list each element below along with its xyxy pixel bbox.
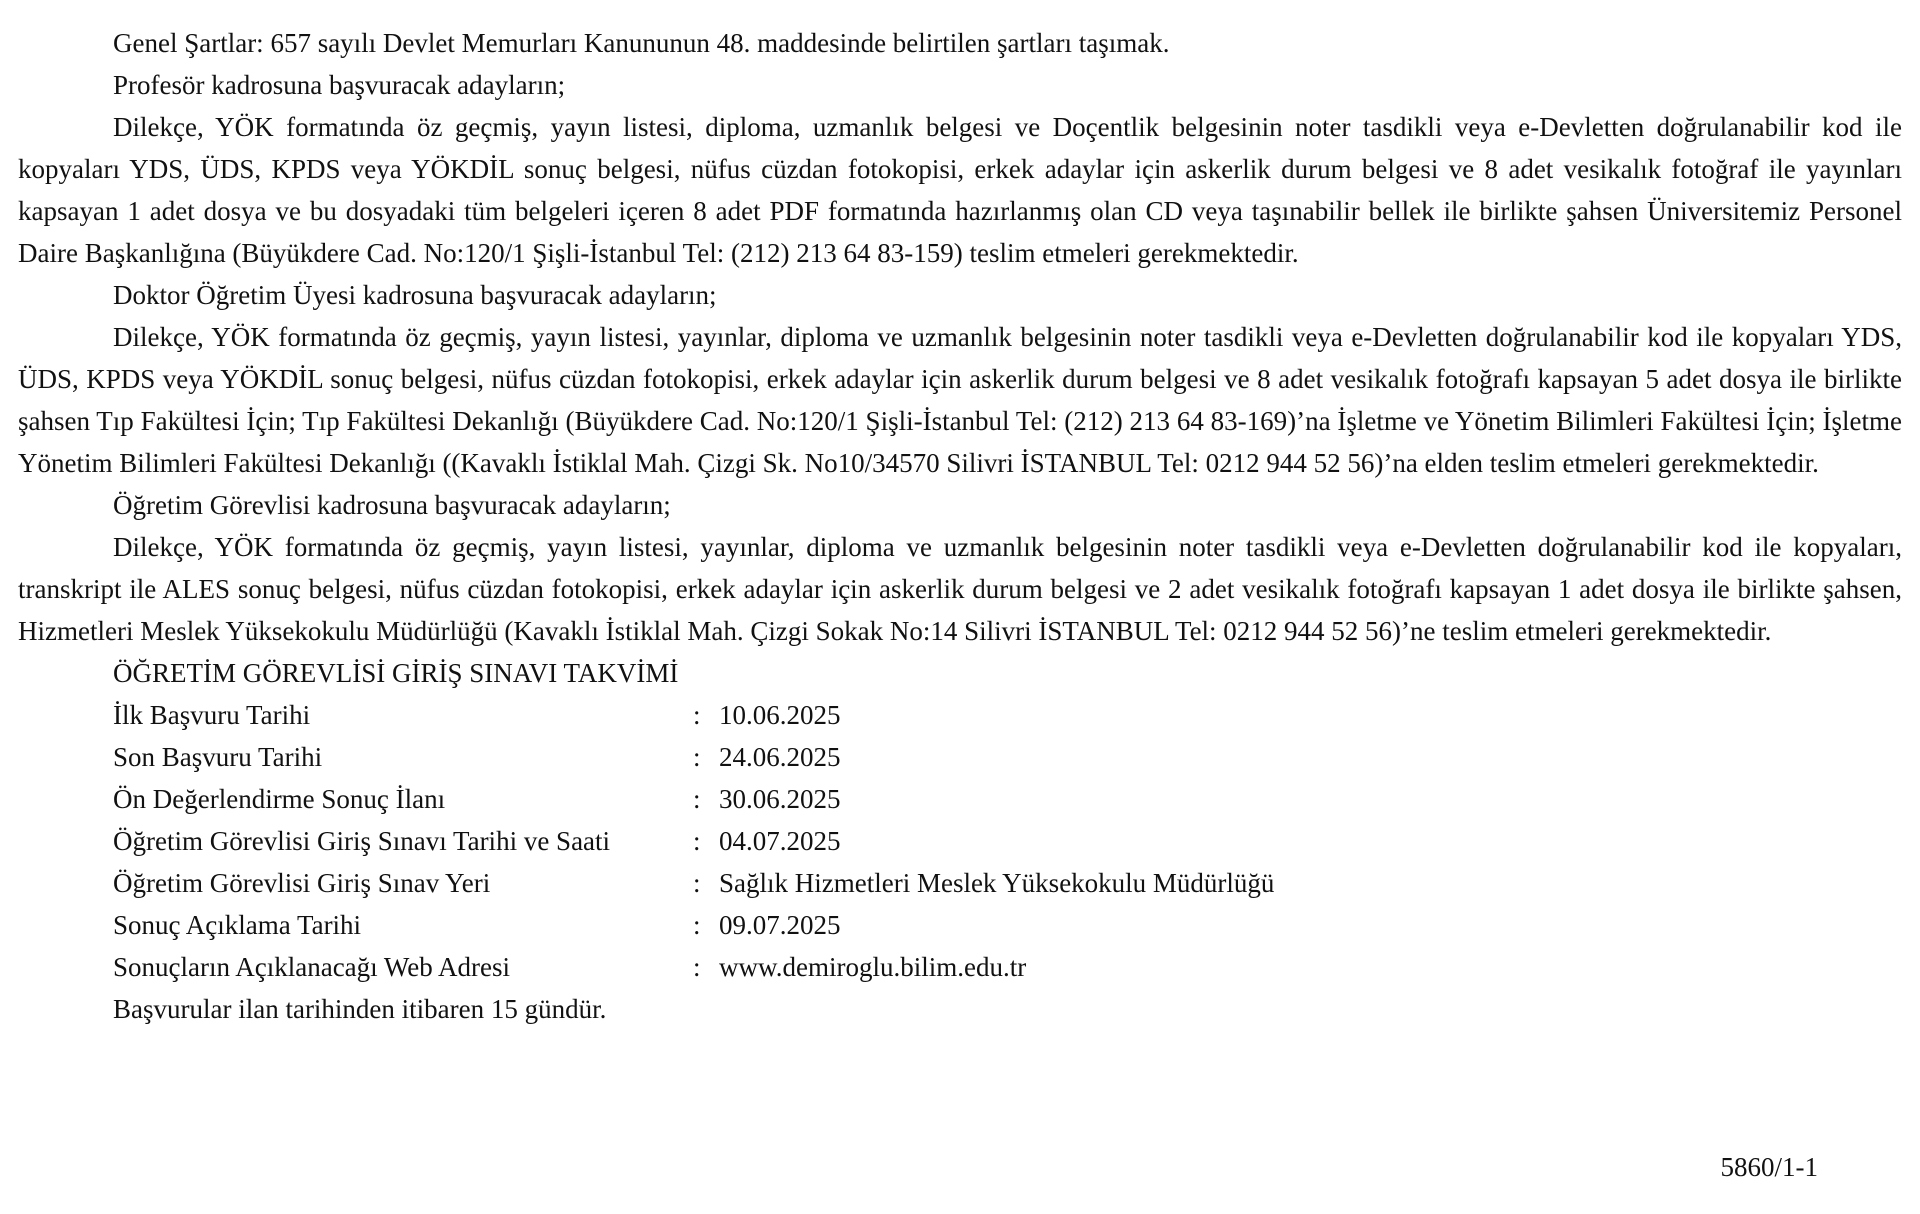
schedule-row (113, 694, 1902, 736)
lecturer-heading: Öğretim Görevlisi kadrosuna başvuracak adayların; (113, 490, 671, 520)
schedule-label: Son Başvuru Tarihi (113, 742, 323, 772)
schedule-label: Ön Değerlendirme Sonuç İlanı (113, 784, 446, 814)
schedule-row (113, 778, 1902, 820)
schedule-value: 30.06.2025 (719, 784, 841, 814)
lecturer-requirements: Dilekçe, YÖK formatında öz geçmiş, yayın listesi, yayınlar, diploma ve uzmanlık belgesinin noter tasdikli veya e-Devletten doğrulanabilir kod ile kopyaları, transkript ile ALES sonuç belgesi, nüfus cüzdan fotokopisi, erkek adaylar için askerlik durum belgesi ve 2 adet vesikalık fotoğrafı kapsayan 1 adet dosya ile birlikte şahsen, Hizmetleri Meslek Yüksekokulu Müdürlüğü (Kavaklı İstiklal Mah. Çizgi Sokak No:14 Silivri İSTANBUL Tel: 0212 944 52 56)’ne teslim etmeleri gerekmektedir. (18, 532, 1902, 646)
closing-note: Başvurular ilan tarihinden itibaren 15 gündür. (113, 994, 607, 1024)
schedule-colon: : (693, 952, 701, 982)
schedule-label: Öğretim Görevlisi Giriş Sınavı Tarihi ve Saati (113, 826, 611, 856)
schedule-label: Öğretim Görevlisi Giriş Sınav Yeri (113, 868, 491, 898)
schedule-row (113, 736, 1902, 778)
schedule-row (113, 946, 1902, 988)
schedule-label: Sonuçların Açıklanacağı Web Adresi (113, 952, 510, 982)
page-number: 5860/1-1 (1720, 1152, 1818, 1182)
professor-requirements: Dilekçe, YÖK formatında öz geçmiş, yayın listesi, diploma, uzmanlık belgesi ve Doçentlik belgesinin noter tasdikli veya e-Devletten doğrulanabilir kod ile kopyaları YDS, ÜDS, KPDS veya YÖKDİL sonuç belgesi, nüfus cüzdan fotokopisi, erkek adaylar için askerlik durum belgesi ve 8 adet vesikalık fotoğraf ile yayınları kapsayan 1 adet dosya ve bu dosyadaki tüm belgeleri içeren 8 adet PDF formatında hazırlanmış olan CD veya taşınabilir bellek ile birlikte şahsen Üniversitemiz Personel Daire Başkanlığına (Büyükdere Cad. No:120/1 Şişli-İstanbul Tel: (212) 213 64 83-159) teslim etmeleri gerekmektedir. (18, 112, 1902, 268)
schedule-colon: : (693, 826, 701, 856)
schedule-table (18, 694, 1902, 988)
schedule-row (113, 862, 1902, 904)
doctor-lecturer-heading: Doktor Öğretim Üyesi kadrosuna başvuracak adayların; (113, 280, 717, 310)
schedule-row (113, 904, 1902, 946)
schedule-value: 04.07.2025 (719, 826, 841, 856)
schedule-value: 10.06.2025 (719, 700, 841, 730)
schedule-value: www.demiroglu.bilim.edu.tr (719, 952, 1027, 982)
schedule-value: Sağlık Hizmetleri Meslek Yüksekokulu Müdürlüğü (719, 868, 1275, 898)
schedule-colon: : (693, 868, 701, 898)
schedule-row (113, 820, 1902, 862)
schedule-colon: : (693, 700, 701, 730)
schedule-colon: : (693, 910, 701, 940)
announcement-document (18, 22, 1902, 1030)
schedule-value: 24.06.2025 (719, 742, 841, 772)
schedule-title: ÖĞRETİM GÖREVLİSİ GİRİŞ SINAVI TAKVİMİ (113, 658, 679, 688)
schedule-colon: : (693, 742, 701, 772)
professor-heading: Profesör kadrosuna başvuracak adayların; (113, 70, 566, 100)
schedule-value: 09.07.2025 (719, 910, 841, 940)
schedule-colon: : (693, 784, 701, 814)
schedule-label: İlk Başvuru Tarihi (113, 700, 311, 730)
schedule-label: Sonuç Açıklama Tarihi (113, 910, 362, 940)
doctor-lecturer-requirements: Dilekçe, YÖK formatında öz geçmiş, yayın listesi, yayınlar, diploma ve uzmanlık belgesinin noter tasdikli veya e-Devletten doğrulanabilir kod ile kopyaları YDS, ÜDS, KPDS veya YÖKDİL sonuç belgesi, nüfus cüzdan fotokopisi, erkek adaylar için askerlik durum belgesi ve 8 adet vesikalık fotoğrafı kapsayan 5 adet dosya ile birlikte şahsen Tıp Fakültesi İçin; Tıp Fakültesi Dekanlığı (Büyükdere Cad. No:120/1 Şişli-İstanbul Tel: (212) 213 64 83-169)’na İşletme ve Yönetim Bilimleri Fakültesi İçin; İşletme Yönetim Bilimleri Fakültesi Dekanlığı ((Kavaklı İstiklal Mah. Çizgi Sk. No10/34570 Silivri İSTANBUL Tel: 0212 944 52 56)’na elden teslim etmeleri gerekmektedir. (18, 322, 1902, 478)
general-conditions: Genel Şartlar: 657 sayılı Devlet Memurları Kanununun 48. maddesinde belirtilen şartları taşımak. (113, 28, 1170, 58)
